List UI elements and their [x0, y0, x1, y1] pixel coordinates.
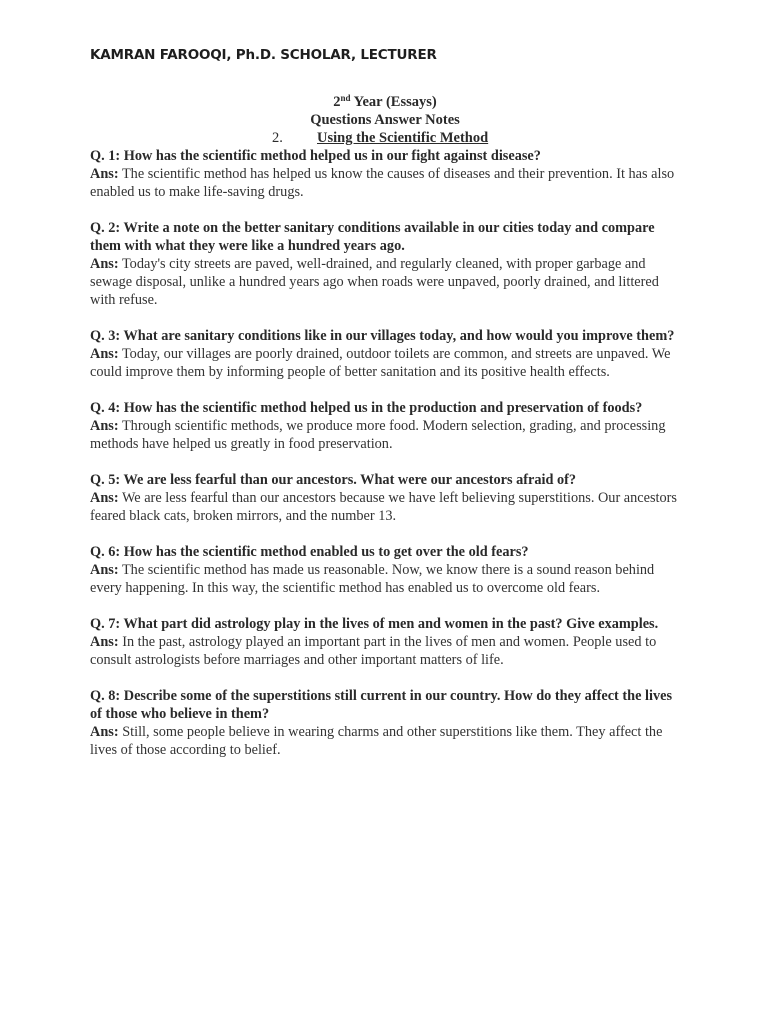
- answer-text: Still, some people believe in wearing charms and other superstitions like them. They affect the lives of those according to belief.: [90, 724, 663, 758]
- answer-text: Through scientific methods, we produce more food. Modern selection, grading, and processing methods have helped us greatly in food preservation.: [90, 418, 666, 452]
- question: Q. 3: What are sanitary conditions like in our villages today, and how would you improve them?: [90, 328, 675, 344]
- answer: [90, 561, 685, 597]
- answer-text: Today, our villages are poorly drained, outdoor toilets are common, and streets are unpaved. We could improve them by informing people of better sanitation and its positive health effects.: [90, 346, 671, 380]
- answer: [90, 723, 685, 759]
- title-block: [90, 93, 680, 129]
- chapter-number: 2.: [272, 130, 283, 146]
- question: Q. 6: How has the scientific method enabled us to get over the old fears?: [90, 544, 529, 560]
- answer: [90, 255, 685, 309]
- question: Q. 8: Describe some of the superstitions still current in our country. How do they affect the lives of those who believe in them?: [90, 688, 673, 722]
- question: Q. 4: How has the scientific method helped us in the production and preservation of foods?: [90, 400, 643, 416]
- answer: [90, 633, 685, 669]
- answer-label: Ans:: [90, 166, 119, 182]
- answer-label: Ans:: [90, 490, 119, 506]
- author-header: KAMRAN FAROOQI, Ph.D. SCHOLAR, LECTURER: [90, 47, 437, 63]
- answer-text: The scientific method has helped us know the causes of diseases and their prevention. It has also enabled us to make life-saving drugs.: [90, 166, 675, 200]
- answer-text: Today's city streets are paved, well-drained, and regularly cleaned, with proper garbage and sewage disposal, unlike a hundred years ago when roads were unpaved, poorly drained, and littered with refuse.: [90, 256, 659, 308]
- answer: [90, 417, 685, 453]
- qa-item: [90, 327, 685, 381]
- answer-label: Ans:: [90, 634, 119, 650]
- answer: [90, 165, 685, 201]
- question: Q. 2: Write a note on the better sanitary conditions available in our cities today and compare them with what they were like a hundred years ago.: [90, 220, 655, 254]
- answer-text: The scientific method has made us reasonable. Now, we know there is a sound reason behind every happening. In this way, the scientific method has enabled us to overcome old fears.: [90, 562, 655, 596]
- question: Q. 1: How has the scientific method helped us in our fight against disease?: [90, 148, 541, 164]
- qa-list: [90, 147, 685, 777]
- qa-item: [90, 399, 685, 453]
- answer: [90, 345, 685, 381]
- year-title: [90, 93, 680, 111]
- answer-text: We are less fearful than our ancestors because we have left believing superstitions. Our ancestors feared black cats, broken mirrors, and the number 13.: [90, 490, 677, 524]
- answer-label: Ans:: [90, 346, 119, 362]
- notes-title: Questions Answer Notes: [310, 112, 460, 128]
- qa-item: [90, 471, 685, 525]
- answer-label: Ans:: [90, 724, 119, 740]
- answer-text: In the past, astrology played an important part in the lives of men and women. People used to consult astrologists before marriages and other important matters of life.: [90, 634, 657, 668]
- qa-item: [90, 147, 685, 201]
- answer: [90, 489, 685, 525]
- year-ordinal: nd: [340, 93, 351, 103]
- qa-item: [90, 219, 685, 309]
- question: Q. 5: We are less fearful than our ancestors. What were our ancestors afraid of?: [90, 472, 577, 488]
- question: Q. 7: What part did astrology play in the lives of men and women in the past? Give examples.: [90, 616, 659, 632]
- year-rest: Year (Essays): [350, 94, 437, 110]
- chapter-title: Using the Scientific Method: [317, 130, 489, 146]
- answer-label: Ans:: [90, 562, 119, 578]
- answer-label: Ans:: [90, 418, 119, 434]
- qa-item: [90, 543, 685, 597]
- year-number: 2: [333, 94, 341, 110]
- qa-item: [90, 615, 685, 669]
- qa-item: [90, 687, 685, 759]
- answer-label: Ans:: [90, 256, 119, 272]
